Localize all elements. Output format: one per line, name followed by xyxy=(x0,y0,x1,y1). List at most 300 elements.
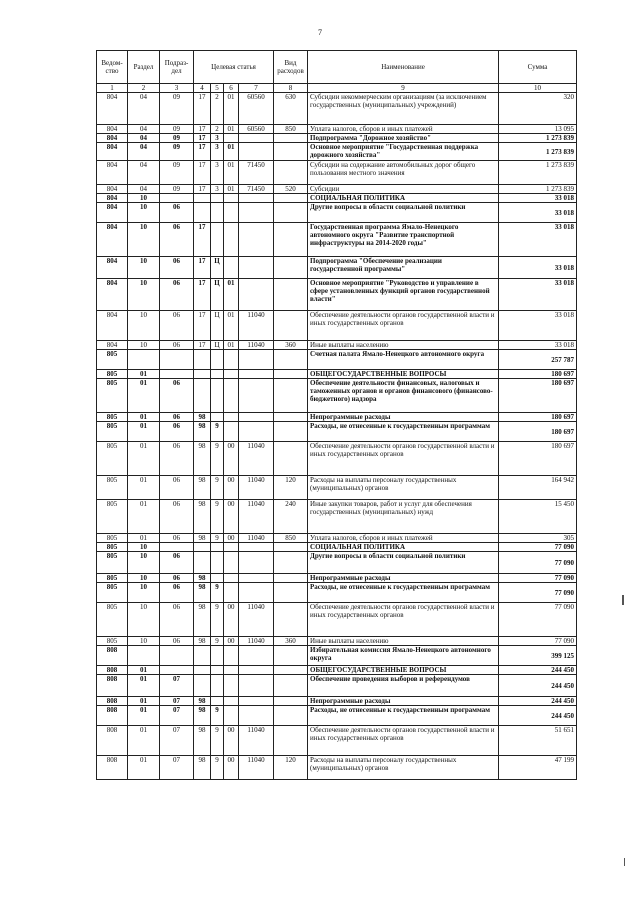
item-name-cell: Основное мероприятие "Руководство и управление в сфере установленных функций органов государственной власти" xyxy=(308,279,499,311)
column-number-row xyxy=(97,84,577,93)
expense-type-cell xyxy=(274,574,308,583)
item-name-cell: Другие вопросы в области социальной политики xyxy=(308,552,499,574)
activity-cell xyxy=(224,422,239,442)
table-row xyxy=(97,350,577,370)
activity-cell xyxy=(224,666,239,675)
direction-cell: 11040 xyxy=(239,442,274,476)
activity-cell: 00 xyxy=(224,637,239,646)
section-cell: 01 xyxy=(128,666,160,675)
department-cell: 805 xyxy=(97,422,128,442)
table-row xyxy=(97,279,577,311)
table-row xyxy=(97,603,577,637)
program-cell xyxy=(194,350,211,370)
section-cell: 10 xyxy=(128,637,160,646)
sum-cell: 244 450 xyxy=(499,675,577,697)
subprogram-cell xyxy=(211,350,224,370)
section-cell: 01 xyxy=(128,675,160,697)
expense-type-cell xyxy=(274,413,308,422)
expense-type-cell xyxy=(274,675,308,697)
subsection-cell: 06 xyxy=(160,413,194,422)
department-cell: 804 xyxy=(97,341,128,350)
table-row xyxy=(97,422,577,442)
item-name-cell: Иные закупки товаров, работ и услуг для обеспечения государственных (муниципальных) нужд xyxy=(308,500,499,534)
activity-cell xyxy=(224,675,239,697)
direction-cell xyxy=(239,203,274,223)
subprogram-cell: 9 xyxy=(211,442,224,476)
subprogram-cell: 9 xyxy=(211,637,224,646)
sum-cell: 180 697 xyxy=(499,442,577,476)
item-name-cell: Обеспечение деятельности финансовых, налоговых и таможенных органов и органов финансового (финансово-бюджетного) надзора xyxy=(308,379,499,413)
direction-cell: 11040 xyxy=(239,603,274,637)
activity-cell: 01 xyxy=(224,185,239,194)
expense-type-cell xyxy=(274,552,308,574)
department-cell: 805 xyxy=(97,534,128,543)
direction-cell xyxy=(239,413,274,422)
sum-cell: 13 095 xyxy=(499,125,577,134)
sum-cell: 1 273 839 xyxy=(499,185,577,194)
sum-cell: 1 273 839 xyxy=(499,143,577,161)
subsection-cell: 06 xyxy=(160,476,194,500)
expense-type-cell xyxy=(274,203,308,223)
subprogram-cell: Ц xyxy=(211,341,224,350)
subsection-cell: 07 xyxy=(160,726,194,756)
direction-cell xyxy=(239,370,274,379)
subprogram-cell xyxy=(211,675,224,697)
program-cell: 98 xyxy=(194,500,211,534)
department-cell: 805 xyxy=(97,379,128,413)
program-cell xyxy=(194,666,211,675)
table-row xyxy=(97,257,577,279)
subprogram-cell: 9 xyxy=(211,476,224,500)
item-name-cell: Обеспечение деятельности органов государственной власти и иных государственных органов xyxy=(308,442,499,476)
subsection-cell: 06 xyxy=(160,422,194,442)
subprogram-cell: 9 xyxy=(211,603,224,637)
table-row xyxy=(97,370,577,379)
sum-cell: 33 018 xyxy=(499,279,577,311)
item-name-cell: Расходы, не отнесенные к государственным программам xyxy=(308,583,499,603)
section-cell: 01 xyxy=(128,697,160,706)
budget-table xyxy=(96,50,577,780)
sum-cell: 257 787 xyxy=(499,350,577,370)
subsection-cell: 07 xyxy=(160,697,194,706)
sum-cell: 33 018 xyxy=(499,341,577,350)
subprogram-cell: Ц xyxy=(211,311,224,341)
department-cell: 805 xyxy=(97,413,128,422)
subprogram-cell: 3 xyxy=(211,143,224,161)
program-cell: 98 xyxy=(194,756,211,780)
section-cell: 01 xyxy=(128,379,160,413)
subsection-cell xyxy=(160,350,194,370)
department-cell: 804 xyxy=(97,279,128,311)
program-cell xyxy=(194,543,211,552)
activity-cell xyxy=(224,379,239,413)
expense-type-cell xyxy=(274,143,308,161)
col-number: 7 xyxy=(239,84,274,93)
table-row xyxy=(97,534,577,543)
subprogram-cell: 3 xyxy=(211,161,224,185)
direction-cell xyxy=(239,666,274,675)
department-cell: 804 xyxy=(97,161,128,185)
program-cell: 98 xyxy=(194,442,211,476)
activity-cell xyxy=(224,134,239,143)
expense-type-cell: 120 xyxy=(274,476,308,500)
subsection-cell: 07 xyxy=(160,706,194,726)
sum-cell: 164 942 xyxy=(499,476,577,500)
direction-cell xyxy=(239,543,274,552)
subsection-cell: 06 xyxy=(160,574,194,583)
item-name-cell: СОЦИАЛЬНАЯ ПОЛИТИКА xyxy=(308,543,499,552)
direction-cell: 71450 xyxy=(239,185,274,194)
section-cell: 04 xyxy=(128,185,160,194)
program-cell: 98 xyxy=(194,697,211,706)
section-cell: 10 xyxy=(128,279,160,311)
table-row xyxy=(97,161,577,185)
expense-type-cell: 240 xyxy=(274,500,308,534)
item-name-cell: Уплата налогов, сборов и иных платежей xyxy=(308,125,499,134)
table-row xyxy=(97,637,577,646)
direction-cell: 11040 xyxy=(239,341,274,350)
col-number: 1 xyxy=(97,84,128,93)
subsection-cell: 06 xyxy=(160,223,194,257)
table-row xyxy=(97,552,577,574)
expense-type-cell xyxy=(274,257,308,279)
subsection-cell: 06 xyxy=(160,534,194,543)
program-cell: 98 xyxy=(194,726,211,756)
expense-type-cell xyxy=(274,543,308,552)
direction-cell xyxy=(239,223,274,257)
subprogram-cell: 3 xyxy=(211,134,224,143)
department-cell: 805 xyxy=(97,543,128,552)
col-number: 8 xyxy=(274,84,308,93)
margin-mark xyxy=(622,595,624,605)
section-cell: 04 xyxy=(128,125,160,134)
direction-cell: 11040 xyxy=(239,726,274,756)
department-cell: 808 xyxy=(97,756,128,780)
direction-cell xyxy=(239,257,274,279)
department-cell: 805 xyxy=(97,500,128,534)
program-cell xyxy=(194,370,211,379)
program-cell: 17 xyxy=(194,341,211,350)
sum-cell: 33 018 xyxy=(499,194,577,203)
subprogram-cell xyxy=(211,413,224,422)
expense-type-cell xyxy=(274,706,308,726)
sum-cell: 47 199 xyxy=(499,756,577,780)
table-row xyxy=(97,675,577,697)
table-row xyxy=(97,666,577,675)
subsection-cell: 09 xyxy=(160,161,194,185)
sum-cell: 77 090 xyxy=(499,574,577,583)
activity-cell: 00 xyxy=(224,476,239,500)
item-name-cell: Обеспечение деятельности органов государственной власти и иных государственных органов xyxy=(308,726,499,756)
item-name-cell: Избирательная комиссия Ямало-Ненецкого автономного округа xyxy=(308,646,499,666)
subsection-cell xyxy=(160,543,194,552)
program-cell xyxy=(194,675,211,697)
program-cell: 98 xyxy=(194,603,211,637)
header-target-article: Целевая статья xyxy=(194,51,274,84)
table-row xyxy=(97,756,577,780)
direction-cell: 11040 xyxy=(239,311,274,341)
section-cell: 01 xyxy=(128,534,160,543)
subsection-cell: 06 xyxy=(160,311,194,341)
department-cell: 805 xyxy=(97,603,128,637)
table-row xyxy=(97,442,577,476)
department-cell: 805 xyxy=(97,552,128,574)
department-cell: 804 xyxy=(97,143,128,161)
section-cell: 01 xyxy=(128,422,160,442)
table-row xyxy=(97,574,577,583)
table-row xyxy=(97,134,577,143)
subsection-cell: 09 xyxy=(160,93,194,125)
department-cell: 805 xyxy=(97,476,128,500)
section-cell: 10 xyxy=(128,583,160,603)
expense-type-cell xyxy=(274,646,308,666)
section-cell: 04 xyxy=(128,143,160,161)
section-cell xyxy=(128,350,160,370)
sum-cell: 1 273 839 xyxy=(499,161,577,185)
subsection-cell: 06 xyxy=(160,442,194,476)
activity-cell: 01 xyxy=(224,311,239,341)
sum-cell: 1 273 839 xyxy=(499,134,577,143)
header-expense-type: Вид расходов xyxy=(274,51,308,84)
table-row xyxy=(97,203,577,223)
item-name-cell: Расходы, не отнесенные к государственным программам xyxy=(308,706,499,726)
activity-cell xyxy=(224,257,239,279)
section-cell xyxy=(128,646,160,666)
item-name-cell: Обеспечение деятельности органов государственной власти и иных государственных органов xyxy=(308,603,499,637)
section-cell: 10 xyxy=(128,543,160,552)
subprogram-cell: 9 xyxy=(211,756,224,780)
subsection-cell: 06 xyxy=(160,279,194,311)
section-cell: 01 xyxy=(128,413,160,422)
expense-type-cell xyxy=(274,666,308,675)
activity-cell xyxy=(224,706,239,726)
program-cell xyxy=(194,203,211,223)
activity-cell: 00 xyxy=(224,603,239,637)
table-row xyxy=(97,194,577,203)
section-cell: 01 xyxy=(128,756,160,780)
table-row xyxy=(97,476,577,500)
subsection-cell: 06 xyxy=(160,552,194,574)
department-cell: 808 xyxy=(97,726,128,756)
expense-type-cell xyxy=(274,350,308,370)
program-cell xyxy=(194,552,211,574)
item-name-cell: Расходы на выплаты персоналу государственных (муниципальных) органов xyxy=(308,756,499,780)
activity-cell xyxy=(224,697,239,706)
item-name-cell: Расходы, не отнесенные к государственным программам xyxy=(308,422,499,442)
expense-type-cell xyxy=(274,726,308,756)
margin-mark xyxy=(624,858,625,866)
expense-type-cell: 850 xyxy=(274,125,308,134)
table-row xyxy=(97,341,577,350)
department-cell: 804 xyxy=(97,257,128,279)
section-cell: 10 xyxy=(128,552,160,574)
program-cell xyxy=(194,194,211,203)
subsection-cell: 06 xyxy=(160,257,194,279)
table-row xyxy=(97,543,577,552)
table-row xyxy=(97,726,577,756)
direction-cell xyxy=(239,706,274,726)
subprogram-cell: 9 xyxy=(211,583,224,603)
table-row xyxy=(97,143,577,161)
sum-cell: 77 090 xyxy=(499,552,577,574)
item-name-cell: Непрограммные расходы xyxy=(308,574,499,583)
subprogram-cell xyxy=(211,697,224,706)
table-row xyxy=(97,583,577,603)
department-cell: 805 xyxy=(97,350,128,370)
header-sum: Сумма xyxy=(499,51,577,84)
expense-type-cell: 360 xyxy=(274,341,308,350)
subsection-cell xyxy=(160,646,194,666)
item-name-cell: Иные выплаты населению xyxy=(308,341,499,350)
table-row xyxy=(97,93,577,125)
direction-cell: 11040 xyxy=(239,500,274,534)
subsection-cell: 09 xyxy=(160,134,194,143)
activity-cell xyxy=(224,574,239,583)
department-cell: 808 xyxy=(97,666,128,675)
activity-cell: 01 xyxy=(224,143,239,161)
direction-cell: 11040 xyxy=(239,476,274,500)
program-cell: 98 xyxy=(194,476,211,500)
expense-type-cell xyxy=(274,279,308,311)
direction-cell xyxy=(239,134,274,143)
section-cell: 01 xyxy=(128,476,160,500)
sum-cell: 15 450 xyxy=(499,500,577,534)
program-cell: 98 xyxy=(194,706,211,726)
direction-cell xyxy=(239,574,274,583)
expense-type-cell xyxy=(274,379,308,413)
section-cell: 01 xyxy=(128,370,160,379)
subprogram-cell: Ц xyxy=(211,279,224,311)
table-row xyxy=(97,706,577,726)
expense-type-cell xyxy=(274,583,308,603)
table-row xyxy=(97,697,577,706)
department-cell: 804 xyxy=(97,125,128,134)
expense-type-cell xyxy=(274,134,308,143)
program-cell: 17 xyxy=(194,125,211,134)
activity-cell xyxy=(224,350,239,370)
item-name-cell: Субсидии на содержание автомобильных дорог общего пользования местного значения xyxy=(308,161,499,185)
activity-cell xyxy=(224,203,239,223)
expense-type-cell xyxy=(274,442,308,476)
direction-cell xyxy=(239,143,274,161)
table-row xyxy=(97,311,577,341)
sum-cell: 320 xyxy=(499,93,577,125)
table-row xyxy=(97,646,577,666)
sum-cell: 33 018 xyxy=(499,203,577,223)
item-name-cell: ОБЩЕГОСУДАРСТВЕННЫЕ ВОПРОСЫ xyxy=(308,370,499,379)
program-cell: 17 xyxy=(194,223,211,257)
section-cell: 01 xyxy=(128,726,160,756)
expense-type-cell xyxy=(274,370,308,379)
item-name-cell: Уплата налогов, сборов и иных платежей xyxy=(308,534,499,543)
direction-cell xyxy=(239,194,274,203)
activity-cell: 00 xyxy=(224,500,239,534)
expense-type-cell: 630 xyxy=(274,93,308,125)
program-cell: 98 xyxy=(194,583,211,603)
table-row xyxy=(97,185,577,194)
activity-cell xyxy=(224,413,239,422)
subsection-cell: 07 xyxy=(160,675,194,697)
expense-type-cell xyxy=(274,161,308,185)
activity-cell: 01 xyxy=(224,93,239,125)
program-cell: 17 xyxy=(194,134,211,143)
sum-cell: 33 018 xyxy=(499,257,577,279)
sum-cell: 77 090 xyxy=(499,543,577,552)
direction-cell xyxy=(239,646,274,666)
header-subsection: Подраз-дел xyxy=(160,51,194,84)
expense-type-cell: 360 xyxy=(274,637,308,646)
department-cell: 804 xyxy=(97,223,128,257)
item-name-cell: Подпрограмма "Дорожное хозяйство" xyxy=(308,134,499,143)
activity-cell xyxy=(224,552,239,574)
item-name-cell: Обеспечение проведения выборов и референдумов xyxy=(308,675,499,697)
program-cell xyxy=(194,379,211,413)
program-cell: 98 xyxy=(194,422,211,442)
item-name-cell: Субсидии некоммерческим организациям (за исключением государственных (муниципальных) учреждений) xyxy=(308,93,499,125)
program-cell: 17 xyxy=(194,185,211,194)
subsection-cell: 06 xyxy=(160,500,194,534)
item-name-cell: Непрограммные расходы xyxy=(308,697,499,706)
sum-cell: 77 090 xyxy=(499,583,577,603)
section-cell: 10 xyxy=(128,603,160,637)
subsection-cell xyxy=(160,194,194,203)
item-name-cell: Обеспечение деятельности органов государственной власти и иных государственных органов xyxy=(308,311,499,341)
subprogram-cell: 3 xyxy=(211,185,224,194)
expense-type-cell: 120 xyxy=(274,756,308,780)
table-row xyxy=(97,379,577,413)
subsection-cell: 06 xyxy=(160,379,194,413)
program-cell: 17 xyxy=(194,143,211,161)
program-cell: 17 xyxy=(194,161,211,185)
activity-cell: 01 xyxy=(224,125,239,134)
table-row xyxy=(97,413,577,422)
program-cell: 17 xyxy=(194,93,211,125)
subprogram-cell xyxy=(211,646,224,666)
program-cell: 98 xyxy=(194,413,211,422)
sum-cell: 399 125 xyxy=(499,646,577,666)
expense-type-cell xyxy=(274,603,308,637)
expense-type-cell xyxy=(274,422,308,442)
activity-cell xyxy=(224,583,239,603)
sum-cell: 77 090 xyxy=(499,603,577,637)
activity-cell: 01 xyxy=(224,279,239,311)
col-number: 9 xyxy=(308,84,499,93)
section-cell: 04 xyxy=(128,161,160,185)
direction-cell xyxy=(239,675,274,697)
department-cell: 808 xyxy=(97,646,128,666)
sum-cell: 244 450 xyxy=(499,697,577,706)
activity-cell: 00 xyxy=(224,442,239,476)
section-cell: 10 xyxy=(128,341,160,350)
subprogram-cell xyxy=(211,203,224,223)
table-row xyxy=(97,500,577,534)
subprogram-cell xyxy=(211,552,224,574)
section-cell: 04 xyxy=(128,134,160,143)
section-cell: 10 xyxy=(128,194,160,203)
subsection-cell: 06 xyxy=(160,583,194,603)
subprogram-cell: 9 xyxy=(211,534,224,543)
activity-cell xyxy=(224,223,239,257)
sum-cell: 77 090 xyxy=(499,637,577,646)
section-cell: 01 xyxy=(128,500,160,534)
table-row xyxy=(97,223,577,257)
sum-cell: 244 450 xyxy=(499,706,577,726)
expense-type-cell xyxy=(274,697,308,706)
activity-cell xyxy=(224,646,239,666)
header-department: Ведом-ство xyxy=(97,51,128,84)
activity-cell: 01 xyxy=(224,161,239,185)
item-name-cell: СОЦИАЛЬНАЯ ПОЛИТИКА xyxy=(308,194,499,203)
